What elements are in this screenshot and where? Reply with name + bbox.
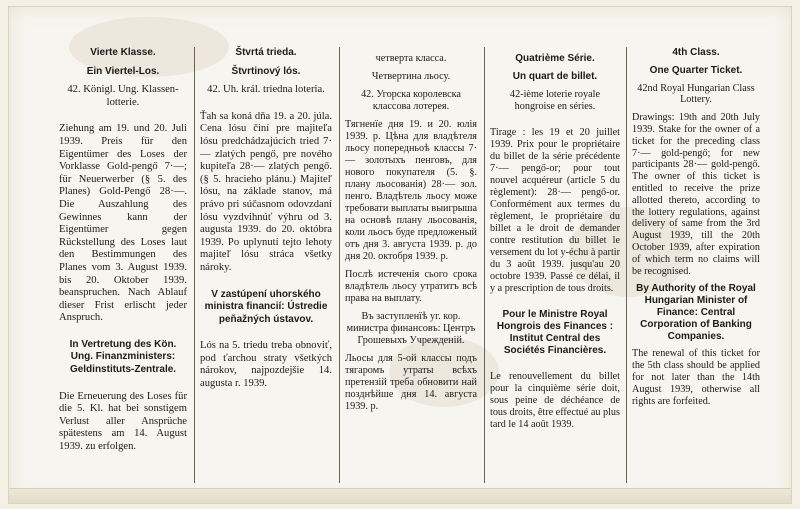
renewal-text: Льосы для 5-ой классы подъ тягаромъ утраты всѣхъ претензій треба обновити най позднѣйше дня 14. августа 1939. р. [345, 353, 477, 412]
lottery-name: 42-ième loterie royale hongroise en séries. [510, 89, 600, 112]
renewal-text: The renewal of this ticket for the 5th class should be applied for not later than the 14th August 1939, otherwise all rights are forfeited. [632, 348, 760, 407]
authority-text: In Vertretung des Kön. Ung. Finanzministers: Geldinstituts-Zentrale. [69, 338, 177, 376]
ticket-heading: Четвертина льосу. [371, 71, 451, 82]
slovak-column [200, 47, 332, 483]
terms-text: Tirage : les 19 et 20 juillet 1939. Prix pour le propriétaire du billet de la série précédente 7·— pengő-or; pour tout nouvel acquéreur (article 5 du règlement): 28·— pengő-or. Conformément aux termes du règlement, le propriétaire du billet a le droit de demander contre restitution du billet le versement du lot y-échu à partir du 3 août 1939. jusqu'au 20 octobre 1939. Passé ce délai, il y a prescription de tous droits. [490, 127, 620, 294]
authority-text: Въ заступленїѣ уг. кор. министра финансовъ: Центръ Грошевыхъ Учрежденій. [346, 311, 476, 346]
terms-text: Ziehung am 19. und 20. Juli 1939. Preis für den Eigentümer des Loses der Vorklasse Gold-pengő 7·—; für Neuerwerber (§ 5. des Planes) Gold-Pengő 28·—. Die Auszahlung des Gewinnes kann der Eigentümer gegen Rückstellung des Loses laut den Bestimmungen des Planes vom 3. August 1939. bis 20. Oktober 1939. beanspruchen. Nach Ablauf dieser Frist erlischt jeder Anspruch. [59, 123, 187, 324]
rusyn-column [345, 53, 477, 489]
class-heading: четверта класса. [375, 53, 447, 64]
class-heading: Quatrième Série. [515, 53, 595, 64]
renewal-text: Lós na 5. triedu treba obnoviť, pod ťarchou straty všetkých nárokov, najpozdejšie 14. augusta r. 1939. [200, 340, 332, 390]
column-divider [194, 47, 195, 483]
renewal-text: Die Erneuerung des Loses für die 5. Kl. hat bei sonstigem Verlust aller Ansprüche spätestens am 14. August 1939. zu erfolgen. [59, 390, 187, 453]
french-column [490, 53, 620, 489]
ticket-heading: Štvrtinový lós. [231, 65, 301, 77]
lottery-name: 42nd Royal Hungarian Class Lottery. [637, 82, 755, 106]
lottery-name: 42. Königl. Ung. Klassen-lotterie. [67, 84, 179, 108]
ticket-heading: Ein Viertel-Los. [86, 65, 160, 77]
lottery-name: 42. Угорска королевска классова лотерея. [361, 89, 461, 112]
authority-text: By Authority of the Royal Hungarian Minister of Finance: Central Corporation of Banking Companies. [636, 283, 756, 342]
authority-text: Pour le Ministre Royal Hongrois des Finances : Institut Central des Sociétés Financières. [496, 309, 614, 356]
terms-text: Ťah sa koná dňa 19. a 20. júla. Cena lósu činí pre majiteľa lósu predchádzajúcich tried 7·— zlatých pengő, pre nového kupiteľa 28·— zlatých pengő. (§ 5. hracieho plánu.) Majiteľ lósu, na základe stanov, má právo pri súčasnom odovzdaní lósu vyzdvihnúť výhru od 3. augusta 1939. do 20. októbra 1939. Po uplynutí tejto lehoty majiteľ lósu stráca všetky nároky. [200, 110, 332, 273]
class-heading: Vierte Klasse. [90, 47, 156, 58]
class-heading: Štvrtá trieda. [235, 47, 297, 58]
column-divider [626, 47, 627, 483]
terms-text: Drawings: 19th and 20th July 1939. Stake for the owner of a ticket for the preceding class 7·— gold-pengő; for new participants 28·— gold-pengő. The owner of this ticket is entitled to receive the prize allotted thereto, according to the lottery regulations, against delivery of same from the 3rd August 1939, till the 20th October 1939, after expiration of which term no claims will be recognised. [632, 112, 760, 277]
ticket-heading: One Quarter Ticket. [649, 64, 743, 76]
column-divider [484, 47, 485, 483]
column-divider [339, 47, 340, 483]
authority-text: V zastúpení uhorského ministra financií: Ústredie peňažných ústavov. [204, 288, 328, 325]
english-column [632, 47, 760, 483]
class-heading: 4th Class. [672, 47, 720, 58]
ticket-heading: Un quart de billet. [512, 71, 598, 82]
renewal-text: Le renouvellement du billet pour la cinquième série doit, sous peine de déchéance de tous droits, être effectué au plus tard le 14 août 1939. [490, 371, 620, 430]
german-column [59, 47, 187, 483]
expiry-text: Послѣ истеченія сього срока владѣтель льосу утратитъ всѣ права на выплату. [345, 269, 477, 304]
lottery-name: 42. Uh. král. triedna loteria. [207, 84, 325, 96]
terms-text: Тягненїе дня 19. и 20. юлія 1939. р. Цѣна для владѣтеля льосу попередньоѣ классы 7·— золотыхъ пенговъ, для нового покупателя (5. §. плану льосованія) 28·— зол. пенго. Владѣтель льосу може требовати выплаты выигрыша на основѣ плану льосованія, коли льосъ буде предложеный отъ дня 3. августа 1939. р. до дня 20. октобря 1939. р. [345, 119, 477, 262]
lottery-ticket [8, 6, 792, 504]
ticket-bottom-band [9, 488, 791, 503]
